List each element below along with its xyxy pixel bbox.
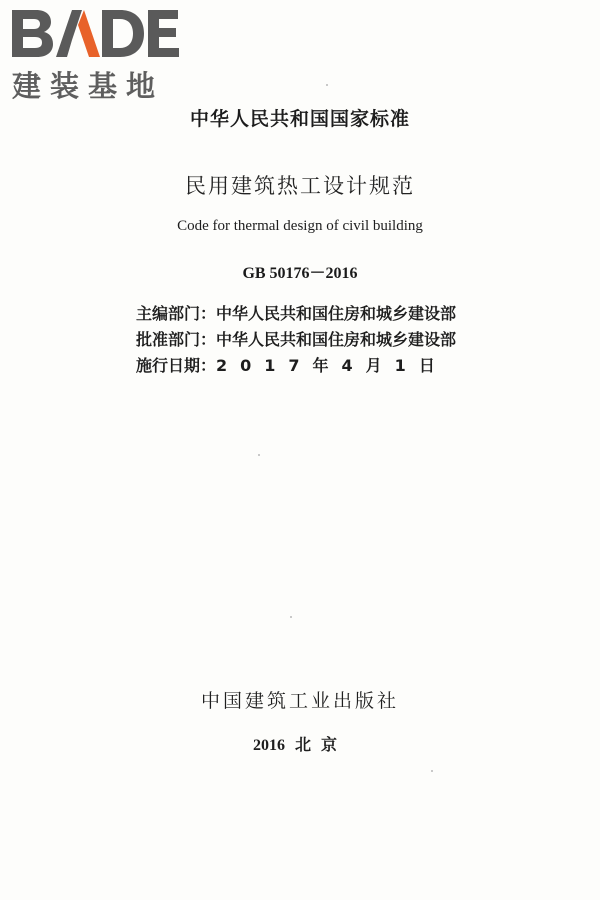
publisher-name: 中国建筑工业出版社 (200, 690, 399, 712)
bade-logo (10, 6, 180, 103)
document-title-english: Code for thermal design of civil building (177, 218, 423, 234)
publication-city: 北京 (294, 735, 347, 754)
scan-speck (258, 454, 260, 456)
effective-date-row (136, 353, 456, 379)
chief-editing-department-value: 中华人民共和国住房和城乡建设部 (216, 304, 457, 323)
approval-department-value: 中华人民共和国住房和城乡建设部 (216, 330, 457, 349)
publication-year-city (0, 732, 600, 755)
approval-department-row (136, 327, 456, 353)
scan-speck (326, 84, 328, 86)
chief-editing-department-row (136, 301, 456, 327)
standard-type-heading: 中华人民共和国国家标准 (189, 108, 410, 130)
standard-code: GB 50176－2016 (242, 265, 358, 282)
effective-date-label: 施行日期： (136, 356, 217, 375)
scan-speck (290, 616, 292, 618)
bade-logo-lettering (10, 6, 180, 60)
issuing-info-block (136, 301, 456, 379)
publication-year: 2016 (252, 737, 285, 754)
scan-speck (431, 770, 433, 772)
effective-date-value: 2017年4月1日 (216, 356, 448, 375)
chief-editing-department-label: 主编部门： (136, 304, 217, 323)
approval-department-label: 批准部门： (136, 330, 217, 349)
document-title-chinese: 民用建筑热工设计规范 (185, 174, 415, 198)
bade-logo-chinese: 建装基地 (12, 69, 165, 103)
